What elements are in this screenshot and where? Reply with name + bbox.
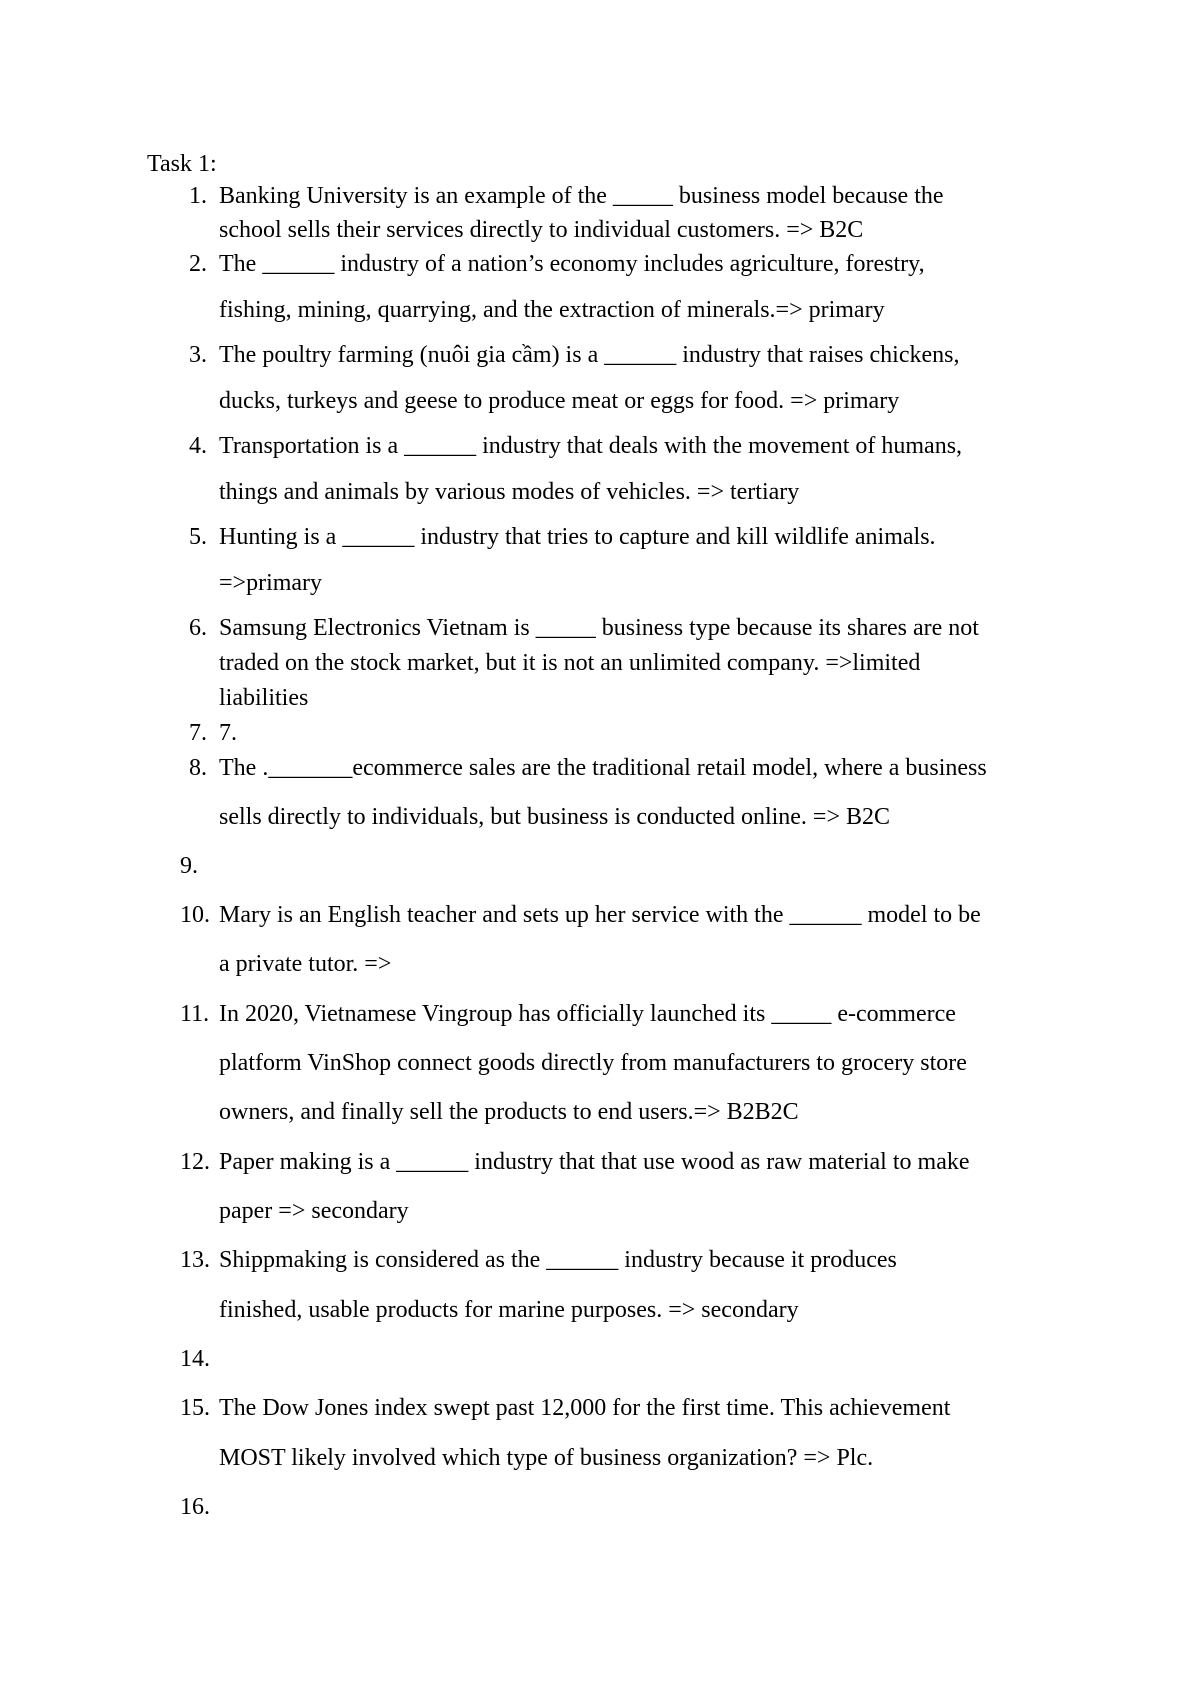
item-text-line: 7. xyxy=(219,720,237,746)
item-number: 8. xyxy=(189,755,207,781)
item-text-line: Transportation is a ______ industry that deals with the movement of humans, xyxy=(219,433,963,459)
item-number: 14. xyxy=(180,1346,210,1372)
item-text-line: liabilities xyxy=(219,685,309,711)
item-text-line: Samsung Electronics Vietnam is _____ business type because its shares are not xyxy=(219,615,979,641)
item-text-line: platform VinShop connect goods directly from manufacturers to grocery store xyxy=(219,1050,967,1076)
item-number: 10. xyxy=(180,902,210,928)
item-text-line: paper => secondary xyxy=(219,1198,409,1224)
item-text-line: ducks, turkeys and geese to produce meat or eggs for food. => primary xyxy=(219,388,900,414)
item-text-line: =>primary xyxy=(219,570,323,596)
item-text-line: Shippmaking is considered as the ______ industry because it produces xyxy=(219,1247,897,1273)
item-text-line: The ._______ecommerce sales are the traditional retail model, where a business xyxy=(219,755,987,781)
item-text-line: Hunting is a ______ industry that tries to capture and kill wildlife animals. xyxy=(219,524,936,550)
item-number: 4. xyxy=(189,433,207,459)
item-number: 6. xyxy=(189,615,207,641)
item-number: 3. xyxy=(189,342,207,368)
item-text-line: Paper making is a ______ industry that that use wood as raw material to make xyxy=(219,1149,970,1175)
item-text-line: things and animals by various modes of vehicles. => tertiary xyxy=(219,479,800,505)
item-text-line: Mary is an English teacher and sets up her service with the ______ model to be xyxy=(219,902,981,928)
item-number: 16. xyxy=(180,1494,210,1520)
item-text-line: a private tutor. => xyxy=(219,951,392,977)
item-text-line: fishing, mining, quarrying, and the extraction of minerals.=> primary xyxy=(219,297,885,323)
item-number: 9. xyxy=(180,853,198,879)
item-text-line: MOST likely involved which type of business organization? => Plc. xyxy=(219,1445,874,1471)
item-number: 15. xyxy=(180,1395,210,1421)
item-text-line: Banking University is an example of the _____ business model because the xyxy=(219,183,944,209)
item-number: 5. xyxy=(189,524,207,550)
item-text-line: school sells their services directly to individual customers. => B2C xyxy=(219,217,864,243)
item-text-line: finished, usable products for marine purposes. => secondary xyxy=(219,1297,799,1323)
item-number: 13. xyxy=(180,1247,210,1273)
item-text-line: owners, and finally sell the products to end users.=> B2B2C xyxy=(219,1099,799,1125)
item-number: 12. xyxy=(180,1149,210,1175)
item-text-line: The poultry farming (nuôi gia cầm) is a ______ industry that raises chickens, xyxy=(219,342,960,368)
item-number: 7. xyxy=(189,720,207,746)
item-number: 2. xyxy=(189,251,207,277)
item-text-line: sells directly to individuals, but business is conducted online. => B2C xyxy=(219,804,891,830)
item-text-line: The Dow Jones index swept past 12,000 for the first time. This achievement xyxy=(219,1395,951,1421)
task-title: Task 1: xyxy=(147,151,217,177)
item-number: 11. xyxy=(180,1001,210,1027)
item-text-line: traded on the stock market, but it is not an unlimited company. =>limited xyxy=(219,650,921,676)
item-text-line: The ______ industry of a nation’s economy includes agriculture, forestry, xyxy=(219,251,925,277)
item-number: 1. xyxy=(189,183,207,209)
item-text-line: In 2020, Vietnamese Vingroup has officially launched its _____ e-commerce xyxy=(219,1001,956,1027)
